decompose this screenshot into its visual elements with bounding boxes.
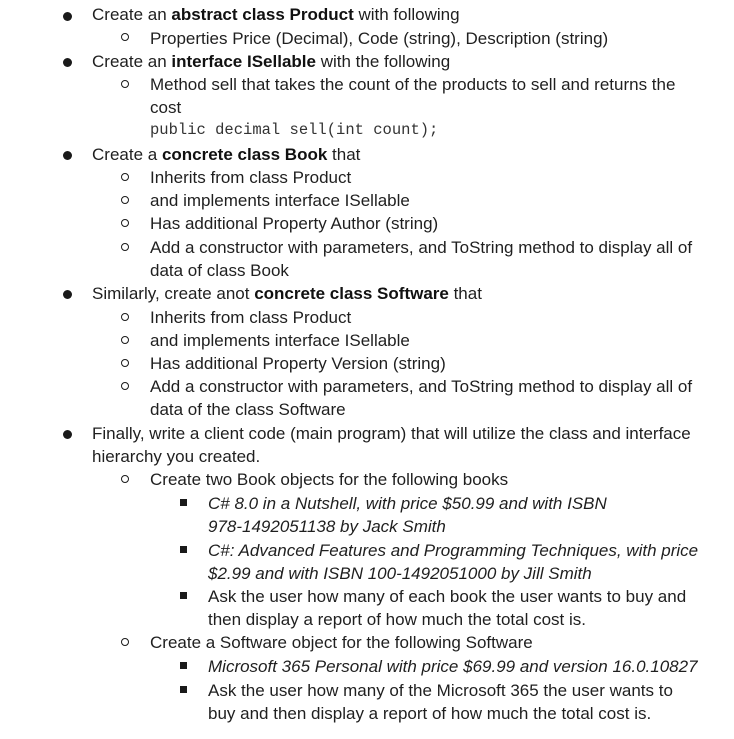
bold-text: abstract class Product: [171, 5, 354, 24]
list-item-product: [92, 3, 460, 26]
list-item-client: Finally, write a client code (main program) that will utilize the class and interface: [92, 424, 691, 443]
sub-item-software-ctor-cont: data of the class Software: [150, 400, 346, 419]
sub-item-sell-method: Method sell that takes the count of the products to sell and returns the: [150, 75, 676, 94]
sub-sub-item-ask-books: Ask the user how many of each book the user wants to buy and: [208, 587, 687, 606]
sub-item-product-properties: Properties Price (Decimal), Code (string), Description (string): [150, 29, 609, 48]
sub-sub-item-ask-ms-cont: buy and then display a report of how much the total cost is.: [208, 704, 652, 723]
text: that: [448, 284, 482, 303]
text: with the following: [315, 52, 451, 71]
sub-item-book-implements: and implements interface ISellable: [150, 191, 410, 210]
bold-text: concrete class Software: [254, 284, 449, 303]
bullet-square-icon: [180, 592, 187, 599]
bullet-circle-icon: [121, 638, 129, 646]
text: Similarly, create anot: [92, 284, 255, 303]
bullet-disc-icon: [63, 12, 72, 21]
sub-item-book-property: Has additional Property Author (string): [150, 214, 439, 233]
bullet-disc-icon: [63, 430, 72, 439]
sub-item-software-object: Create a Software object for the following Software: [150, 633, 533, 652]
sub-item-book-ctor-cont: data of class Book: [150, 261, 289, 280]
bullet-circle-icon: [121, 243, 129, 251]
text: with following: [353, 5, 460, 24]
bullet-square-icon: [180, 662, 187, 669]
text: that: [327, 145, 361, 164]
sub-sub-item-book1-cont: 978-1492051138 by Jack Smith: [208, 517, 446, 536]
bullet-circle-icon: [121, 336, 129, 344]
bullet-circle-icon: [121, 80, 129, 88]
bold-text: concrete class Book: [161, 145, 328, 164]
bullet-square-icon: [180, 686, 187, 693]
bullet-circle-icon: [121, 359, 129, 367]
sub-item-book-ctor: Add a constructor with parameters, and ToString method to display all of: [150, 238, 693, 257]
bullet-square-icon: [180, 499, 187, 506]
sub-sub-item-book1: C# 8.0 in a Nutshell, with price $50.99 and with ISBN: [208, 494, 607, 513]
sub-sub-item-ask-books-cont: then display a report of how much the total cost is.: [208, 610, 586, 629]
bullet-circle-icon: [121, 219, 129, 227]
list-item-isellable: [92, 50, 450, 73]
list-item-software: [92, 282, 482, 305]
bullet-disc-icon: [63, 290, 72, 299]
bullet-disc-icon: [63, 58, 72, 67]
sub-item-software-property: Has additional Property Version (string): [150, 354, 446, 373]
bullet-circle-icon: [121, 475, 129, 483]
sub-item-two-books: Create two Book objects for the following books: [150, 470, 509, 489]
bullet-circle-icon: [121, 173, 129, 181]
sub-item-book-inherits: Inherits from class Product: [150, 168, 352, 187]
sub-sub-item-book2: C#: Advanced Features and Programming Techniques, with price: [208, 541, 699, 560]
sub-sub-item-ms365: Microsoft 365 Personal with price $69.99 and version 16.0.10827: [208, 657, 698, 676]
sub-item-software-ctor: Add a constructor with parameters, and ToString method to display all of: [150, 377, 693, 396]
sub-item-software-inherits: Inherits from class Product: [150, 308, 352, 327]
bullet-disc-icon: [63, 151, 72, 160]
bullet-circle-icon: [121, 313, 129, 321]
text: Create a: [92, 145, 162, 164]
bullet-square-icon: [180, 546, 187, 553]
bullet-circle-icon: [121, 196, 129, 204]
sub-item-sell-method-cont: cost: [150, 98, 182, 117]
list-item-book: [92, 143, 360, 166]
text: Create an: [92, 52, 172, 71]
text: Create an: [92, 5, 172, 24]
sub-sub-item-book2-cont: $2.99 and with ISBN 100-1492051000 by Jill Smith: [208, 564, 592, 583]
code-signature: public decimal sell(int count);: [150, 121, 439, 139]
list-item-client-cont: hierarchy you created.: [92, 447, 261, 466]
sub-sub-item-ask-ms: Ask the user how many of the Microsoft 365 the user wants to: [208, 681, 673, 700]
bold-text: interface ISellable: [171, 52, 316, 71]
bullet-circle-icon: [121, 33, 129, 41]
sub-item-software-implements: and implements interface ISellable: [150, 331, 410, 350]
bullet-circle-icon: [121, 382, 129, 390]
